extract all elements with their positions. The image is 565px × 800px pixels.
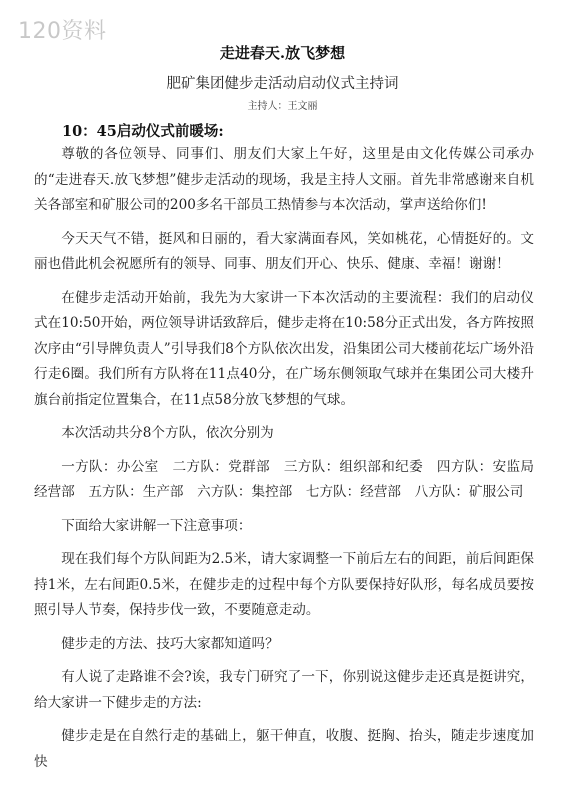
paragraph-procedure: 在健步走活动开始前，我先为大家讲一下本次活动的主要流程：我们的启动仪式在10:50开始，两位领导讲话致辞后，健步走将在10:58分正式出发，各方阵按照次序由“引导牌负责人”引导我们8个方队依次出发，沿集团公司大楼前花坛广场外沿行走6圈。我们所有方队将在11点40分，在广场东侧领取气球并在集团公司大楼升旗台前指定位置集合，在11点58分放飞梦想的气球。 (34, 289, 534, 408)
document-body (34, 142, 548, 783)
document-title: 走进春天.放飞梦想 (219, 44, 346, 62)
host-line: 主持人：王文丽 (247, 101, 318, 112)
section-heading: 10：45启动仪式前暖场: (62, 123, 224, 140)
paragraph-notes-intro: 下面给大家讲解一下注意事项： (61, 517, 252, 534)
paragraph-teams-intro: 本次活动共分8个方队，依次分别为 (61, 425, 274, 441)
paragraph-teams-list: 一方队：办公室 二方队：党群部 三方队：组织部和纪委 四方队：安监局 经营部 五方队：生产部 六方队：集控部 七方队：经营部 八方队：矿服公司 (34, 458, 548, 500)
paragraph-method-intro: 有人说了走路谁不会?诶，我专门研究了一下，你别说这健步走还真是挺讲究，给大家讲一下健步走的方法: (34, 669, 534, 711)
paragraph-weather: 今天天气不错，挺风和日丽的，看大家满面春风，笑如桃花，心情挺好的。文丽也借此机会祝愿所有的领导、同事、朋友们开心、快乐、健康、幸福！谢谢！ (34, 230, 534, 272)
watermark-logo: 120资料 (18, 19, 107, 44)
paragraph-greeting: 尊敬的各位领导、同事们、朋友们大家上午好，这里是由文化传媒公司承办的“走进春天.放飞梦想”健步走活动的现场，我是主持人文丽。首先非常感谢来自机关各部室和矿服公司的200多名干部员工热情参与本次活动，掌声送给你们! (34, 146, 534, 213)
document-subtitle: 肥矿集团健步走活动启动仪式主持词 (166, 76, 399, 92)
paragraph-method-question: 健步走的方法、技巧大家都知道吗？ (61, 635, 279, 652)
paragraph-spacing: 现在我们每个方队间距为2.5米，请大家调整一下前后左右的间距，前后间距保持1米，左右间距0.5米，在健步走的过程中每个方队要保持好队形，每名成员要按照引导人节奏，保持步伐一致，不要随意走动。 (34, 551, 534, 618)
paragraph-method-detail: 健步走是在自然行走的基础上，躯干伸直，收腹、挺胸、抬头，随走步速度加快 (34, 728, 534, 770)
